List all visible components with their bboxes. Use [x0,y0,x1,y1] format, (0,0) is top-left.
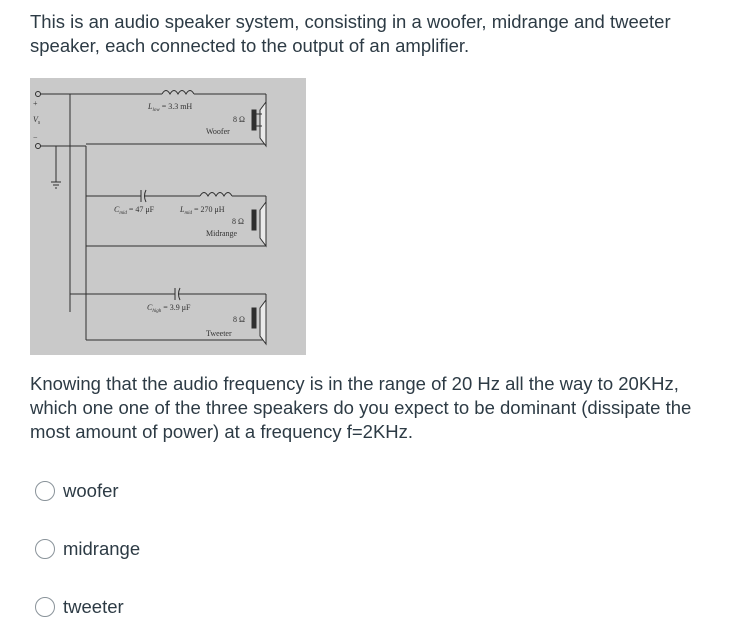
source-plus: + [33,99,38,108]
option-midrange[interactable] [35,537,140,561]
woofer-resistor [252,110,256,130]
option-label: woofer [63,480,119,501]
woofer-resistance: 8 Ω [233,115,245,124]
terminal-bottom [36,144,41,149]
midrange-speaker-icon [260,202,266,246]
midrange-inductor-label: $L_{mid} = 270$ μH [180,205,225,216]
woofer-speaker-icon [260,102,266,146]
tweeter-label: Tweeter [206,329,232,338]
option-label: midrange [63,538,141,559]
tweeter-resistor [252,308,256,328]
tweeter-speaker-icon [260,300,266,344]
midrange-label: Midrange [206,229,238,238]
question-prompt: Knowing that the audio frequency is in the range of 20 Hz all the way to 20KHz, which one one of the three speakers do you expect to be dominant (dissipate the most amount of power) at a frequency f=2KHz. [30,373,692,442]
tweeter-capacitor-label: $C_{high} = 3.9$ μF [147,303,191,314]
midrange-capacitor-label: $C_{mid} = 47$ μF [114,205,155,216]
midrange-inductor [200,193,232,197]
tweeter-resistance: 8 Ω [233,315,245,324]
radio-button[interactable] [35,539,55,559]
speaker-circuit-figure [30,78,306,355]
option-tweeter[interactable] [35,595,124,619]
woofer-inductor [162,91,194,95]
source-v: $V_s$ [33,115,41,126]
woofer-inductor-label: $L_{low} = 3.3$ mH [148,102,193,113]
woofer-label: Woofer [206,127,230,136]
circuit-diagram [30,78,306,355]
radio-button[interactable] [35,597,55,617]
terminal-top [36,92,41,97]
option-woofer[interactable] [35,479,119,503]
midrange-resistor [252,210,256,230]
source-minus: − [33,133,38,142]
option-label: tweeter [63,596,124,617]
question-intro: This is an audio speaker system, consisting in a woofer, midrange and tweeter speaker, each connected to the output of an amplifier. [30,11,671,56]
midrange-resistance: 8 Ω [232,217,244,226]
radio-button[interactable] [35,481,55,501]
